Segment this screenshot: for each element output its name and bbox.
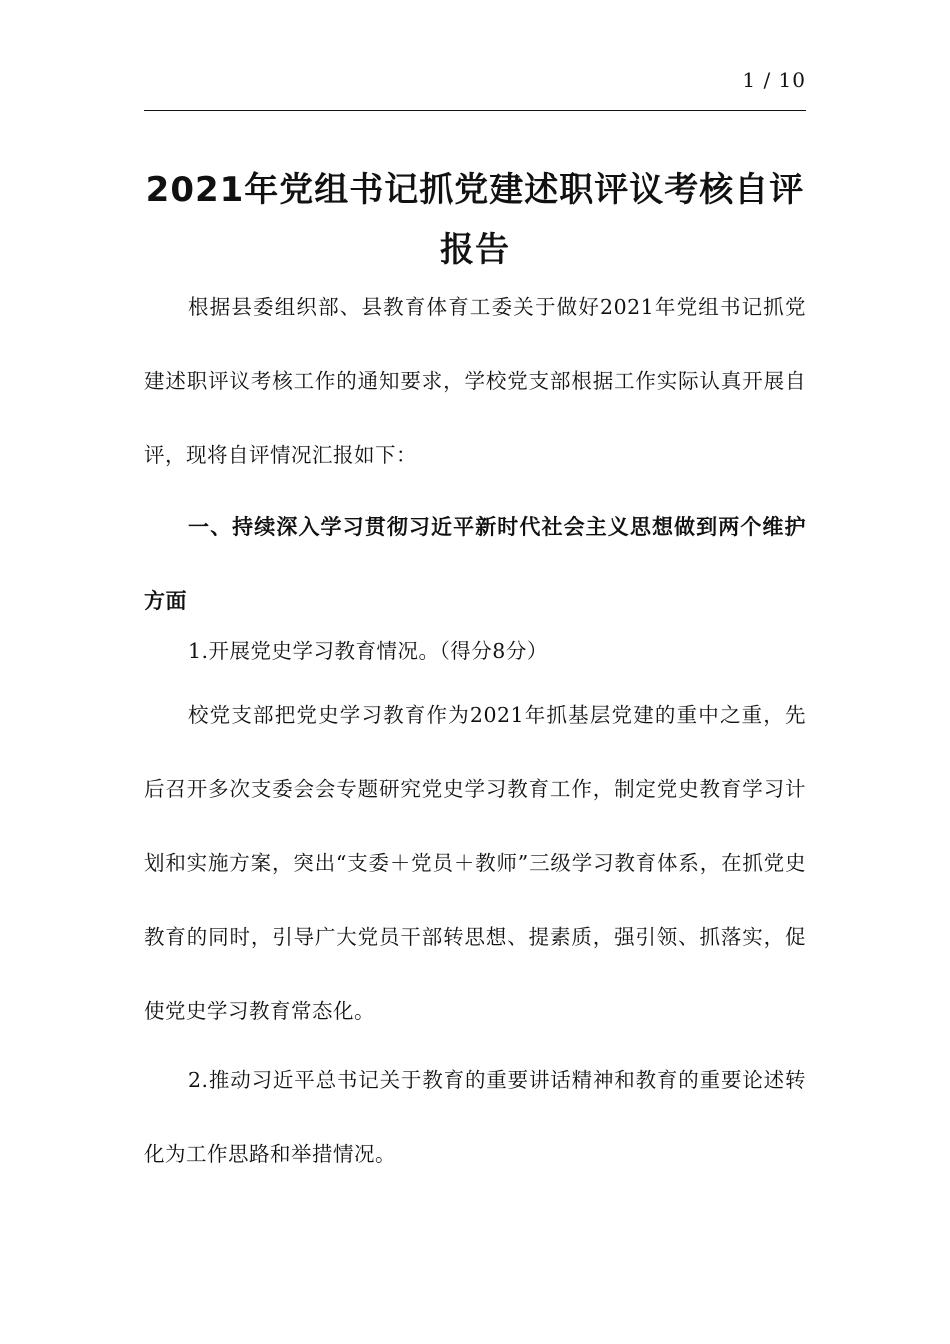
section-heading: 一、持续深入学习贯彻习近平新时代社会主义思想做到两个维护方面 [144, 515, 806, 613]
document-title: 2021年党组书记抓党建述职评议考核自评报告 [145, 170, 805, 270]
header-rule [144, 110, 806, 111]
page-number: 1 / 10 [742, 68, 806, 92]
intro-paragraph: 根据县委组织部、县教育体育工委关于做好2021年党组书记抓党建述职评议考核工作的通知要求，学校党支部根据工作实际认真开展自评，现将自评情况汇报如下： [144, 295, 806, 467]
body-paragraph: 校党支部把党史学习教育作为2021年抓基层党建的重中之重，先后召开多次支委会会专题研究党史学习教育工作，制定党史教育学习计划和实施方案，突出“支委＋党员＋教师”三级学习教育体系，在抓党史教育的同时，引导广大党员干部转思想、提素质，强引领、抓落实，促使党史学习教育常态化。 [144, 703, 806, 1023]
item-heading: 1.开展党史学习教育情况。（得分8分） [188, 639, 548, 663]
item-heading: 2.推动习近平总书记关于教育的重要讲话精神和教育的重要论述转化为工作思路和举措情况。 [144, 1068, 806, 1166]
